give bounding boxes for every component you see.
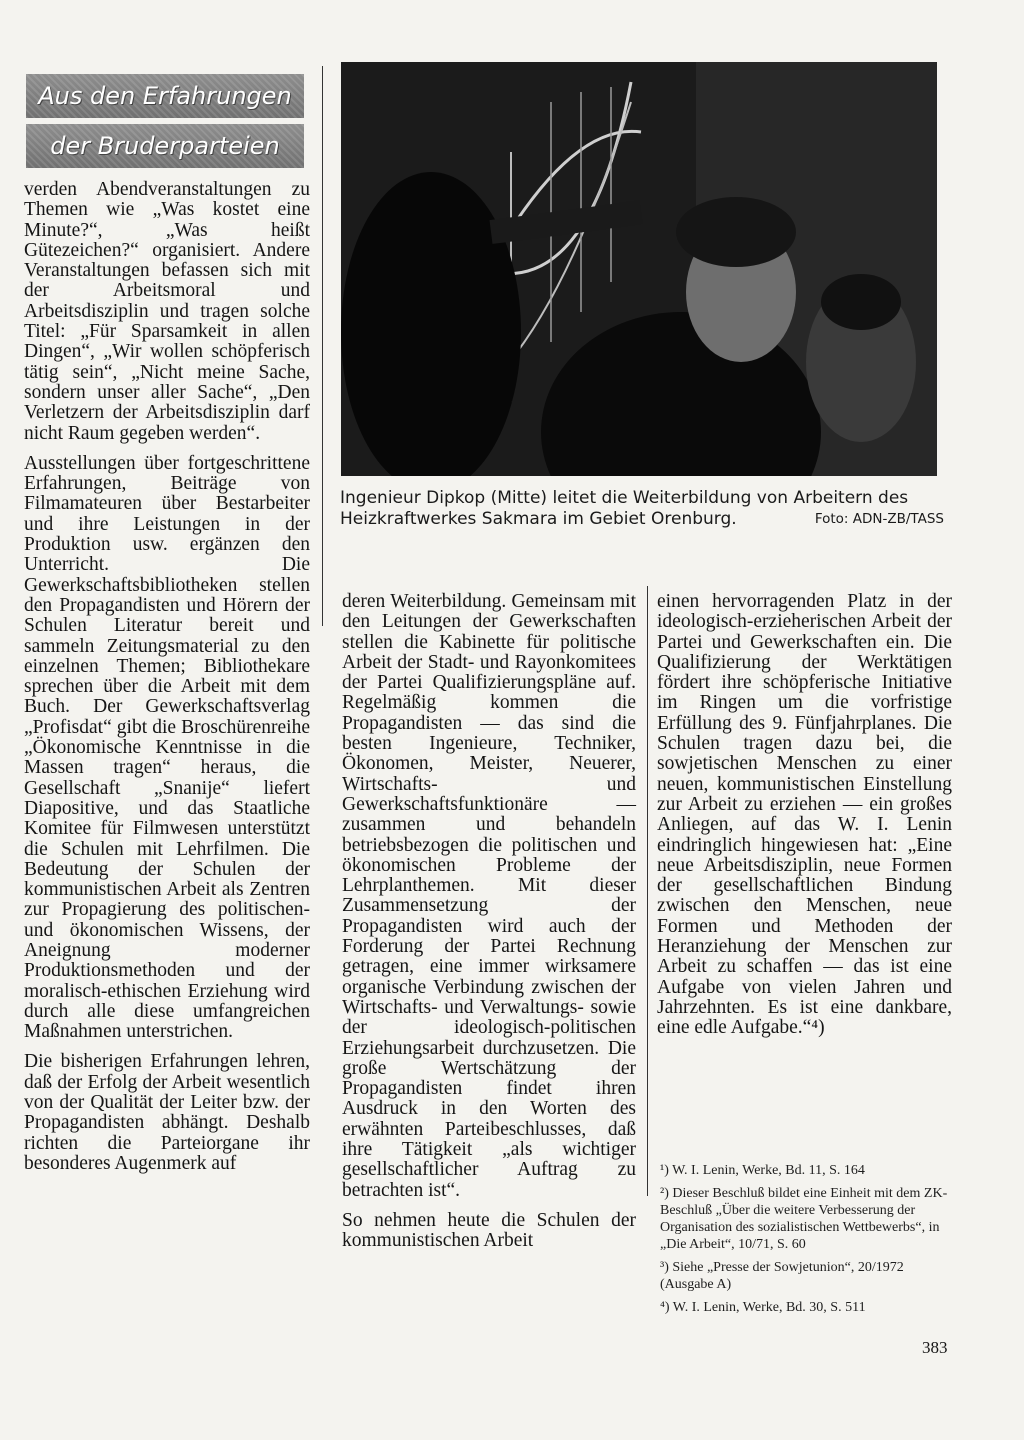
section-banner-text: der Bruderparteien (50, 132, 280, 160)
article-column-2 (342, 592, 636, 1262)
column-divider (322, 66, 323, 626)
paragraph: deren Weiterbildung. Gemeinsam mit den Leitungen der Gewerkschaften stellen die Kabinette für politische Arbeit der Stadt- und Rayonkomitees der Partei Qualifizierungspläne auf. Regelmäßig kommen die Propagandisten — das sind die besten Ingenieure, Techniker, Ökonomen, Meister, Neuerer, Wirtschafts- und Gewerkschaftsfunktionäre — zusammen und behandeln betriebsbezogen die politischen und ökonomischen Probleme der Lehrplanthemen. Mit dieser Zusammensetzung der Propagandisten wird auch der Forderung der Partei Rechnung getragen, eine immer wirksamere organische Verbindung zwischen der Wirtschafts- und Verwaltungs- sowie der ideologisch-politischen Erziehungsarbeit durchzusetzen. Die große Wertschätzung der Propagandisten findet ihren Ausdruck in den Worten des erwähnten Parteibeschlusses, daß ihre Tätigkeit „als wichtiger gesellschaftlicher Auftrag zu betrachten ist“. (342, 591, 636, 1201)
photo-caption (340, 488, 944, 530)
footnotes (660, 1162, 954, 1322)
paragraph: Die bisherigen Erfahrungen lehren, daß der Erfolg der Arbeit wesentlich von der Qualität der Leiter bzw. der Propagandisten abhängt. Deshalb richten die Parteiorgane ihr besonderes Augenmerk auf (24, 1051, 310, 1174)
paragraph: So nehmen heute die Schulen der kommunistischen Arbeit (342, 1209, 636, 1252)
paragraph: einen hervorragenden Platz in der ideologisch-erzieherischen Arbeit der Partei und Gewerkschaften ein. Die Qualifizierung der Werktätigen fördert ihre schöpferische Initiative im Ringen um die vorfristige Erfüllung des 9. Fünfjahrplanes. Die Schulen tragen dazu bei, die sowjetischen Menschen zu einer neuen, kommunistischen Einstellung zur Arbeit zu erziehen — ein großes Anliegen, auf das W. I. Lenin eindringlich hingewiesen hat: „Eine neue Arbeitsdisziplin, neue Formen der gesellschaftlichen Bindung zwischen den Menschen, neue Formen und Methoden der Heranziehung der Menschen zur Arbeit zu schaffen — das ist eine Aufgabe von vielen Jahren und Jahrzehnten. Es ist eine dankbare, eine edle Aufgabe.“⁴) (657, 591, 952, 1039)
section-banner-text: Aus den Erfahrungen (38, 82, 292, 110)
classroom-photo (341, 62, 937, 476)
column-divider (647, 586, 648, 1196)
article-column-3 (657, 592, 952, 1049)
caption-text: Ingenieur Dipkop (Mitte) leitet die Weiterbildung von Arbeitern des Heizkraftwerkes Sakmara im Gebiet Orenburg. (340, 488, 909, 529)
section-banner-line1 (26, 74, 304, 118)
photo-illustration (341, 62, 937, 476)
paragraph: verden Abendveranstaltungen zu Themen wie „Was kostet eine Minute?“, „Was heißt Gütezeichen?“ organisiert. Andere Veranstaltungen befassen sich mit der Arbeitsmoral und Arbeitsdisziplin und tragen solche Titel: „Für Sparsamkeit in allen Dingen“, „Wir wollen schöpferisch tätig sein“, „Nicht meine Sache, sondern unser aller Sache“, „Den Verletzern der Arbeitsdisziplin darf nicht Raum gegeben werden“. (24, 179, 310, 444)
footnote: ²) Dieser Beschluß bildet eine Einheit mit dem ZK-Beschluß „Über die weitere Verbesserung der Organisation des sozialistischen Wettbewerbs“, in „Die Arbeit“, 10/71, S. 60 (660, 1186, 948, 1252)
section-banner-line2 (26, 124, 304, 168)
article-column-1 (24, 180, 310, 1184)
photo-credit: Foto: ADN-ZB/TASS (814, 511, 944, 527)
page-number: 383 (922, 1338, 948, 1357)
paragraph: Ausstellungen über fortgeschrittene Erfahrungen, Beiträge von Filmamateuren über Bestarbeiter und ihre Leistungen in der Produktion usw. ergänzen den Unterricht. Die Gewerkschaftsbibliotheken stellen den Propagandisten und Hörern der Schulen Literatur bereit und sammeln Zeitungsmaterial zu den einzelnen Themen; Bibliothekare sprechen über die Arbeit mit dem Buch. Der Gewerkschaftsverlag „Profisdat“ gibt die Broschürenreihe „Ökonomische Kenntnisse in die Massen tragen“ heraus, die Gesellschaft „Snanije“ liefert Diapositive, und das Staatliche Komitee für Filmwesen unterstützt die Schulen mit Lehrfilmen. Die Bedeutung der Schulen der kommunistischen Arbeit als Zentren zur Propagierung des politischen- und ökonomischen Wissens, der Aneignung moderner Produktionsmethoden und der moralisch-ethischen Erziehung wird durch alle diese umfangreichen Maßnahmen unterstrichen. (24, 452, 310, 1043)
footnote: ⁴) W. I. Lenin, Werke, Bd. 30, S. 511 (660, 1300, 866, 1315)
footnote: ³) Siehe „Presse der Sowjetunion“, 20/1972 (Ausgabe A) (660, 1260, 904, 1292)
footnote: ¹) W. I. Lenin, Werke, Bd. 11, S. 164 (660, 1163, 865, 1178)
